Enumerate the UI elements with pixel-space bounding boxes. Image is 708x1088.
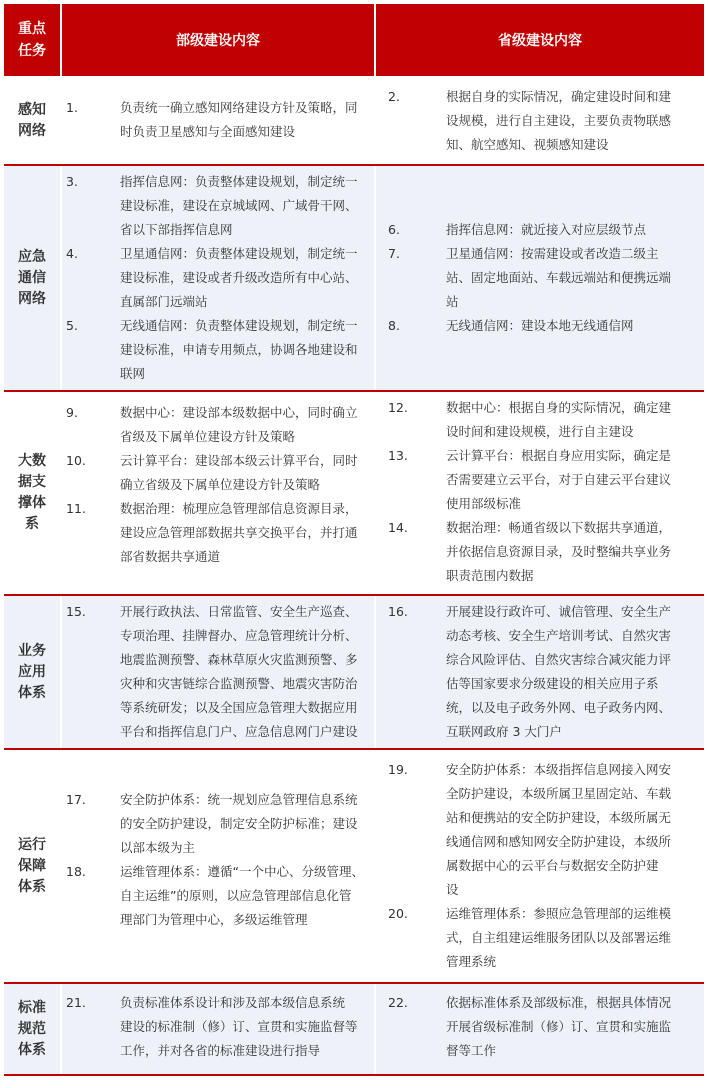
dept-cell [62,984,374,1074]
item-text-line: 开展建设行政许可、诚信管理、安全生产 [446,604,672,619]
item-number: 16. [388,604,408,619]
table-row [4,78,704,164]
item-text-line: 设时间和建设规模，进行自主建设 [446,424,634,439]
header-task: 重点任务 [4,4,60,76]
task-cell [4,392,60,594]
header-prov: 省级建设内容 [376,4,704,76]
item-number: 19. [388,762,408,777]
item-text-line: 运维管理体系：参照应急管理部的运维模 [446,906,672,921]
item-text-line: 全防护建设，本级所属卫星固定站、车载 [446,786,672,801]
dept-cell [62,750,374,982]
table-row [4,166,704,390]
task-cell [4,78,60,164]
item-text-line: 站、固定地面站、车载远端站和便携远端 [446,270,672,285]
task-label: 应急通信网络 [18,248,46,307]
item-text-line: 设规模，进行自主建设，主要负责物联感 [446,113,672,128]
task-label: 感知网络 [18,102,46,139]
item-text-line: 自主运维”的原则，以应急管理部信息化管 [120,888,352,903]
item-number: 5. [66,318,78,333]
item-text-line: 专项治理、挂牌督办、应急管理统计分析、 [120,628,358,643]
table-row [4,750,704,982]
item-text-line: 式，自主组建运维服务团队以及部署运维 [446,930,672,945]
item-number: 3. [66,174,78,189]
dept-cell [62,78,374,164]
item-text-line: 负责统一确立感知网络建设方针及策略，同 [120,100,358,115]
item-text-line: 数据中心：根据自身的实际情况，确定建 [446,400,672,415]
item-number: 2. [388,89,400,104]
item-text-line: 建设标准，申请专用频点，协调各地建设和 [120,342,358,357]
item-text-line: 无线通信网：建设本地无线通信网 [446,318,634,333]
item-number: 4. [66,246,78,261]
item-number: 12. [388,400,408,415]
item-text-line: 统，以及电子政务外网、电子政务内网、 [446,700,672,715]
dept-cell [62,392,374,594]
item-text-line: 云计算平台：建设部本级云计算平台，同时 [120,453,358,468]
item-text-line: 卫星通信网：按需建设或者改造二级主 [446,246,659,261]
task-label: 业务应用体系 [18,642,46,701]
prov-cell [376,984,704,1074]
item-text-line: 确立省级及下属单位建设方针及策略 [120,477,321,492]
item-text-line: 平台和指挥信息门户、应急信息网门户建设 [120,724,358,739]
row-divider [4,1074,704,1076]
item-text-line: 直属部门远端站 [120,294,208,309]
prov-cell [376,392,704,594]
item-text-line: 时负责卫星感知与全面感知建设 [120,124,296,139]
task-cell [4,984,60,1074]
item-text-line: 职责范围内数据 [446,568,534,583]
task-label: 标准规范体系 [18,999,46,1058]
item-text-line: 建设的标准制（修）订、宣贯和实施监督等 [120,1019,358,1034]
task-cell [4,166,60,390]
item-text-line: 数据治理：梳理应急管理部信息资源目录， [120,501,358,516]
item-text-line: 根据自身的实际情况，确定建设时间和建 [446,89,672,104]
item-text-line: 联网 [120,366,146,381]
task-label: 运行保障体系 [18,836,46,895]
item-text-line: 等系统研发；以及全国应急管理大数据应用 [120,700,358,715]
dept-cell [62,166,374,390]
item-text-line: 安全防护体系：本级指挥信息网接入网安 [446,762,672,777]
table-row [4,984,704,1074]
item-text-line: 数据治理：畅通省级以下数据共享通道， [446,520,672,535]
task-cell [4,750,60,982]
item-text-line: 开展行政执法、日常监管、安全生产巡查、 [120,604,358,619]
table-row [4,392,704,594]
item-text-line: 否需要建立云平台，对于自建云平台建议 [446,472,672,487]
item-text-line: 负责标准体系设计和涉及部本级信息系统 [120,995,346,1010]
item-text-line: 工作，并对各省的标准建设进行指导 [120,1043,321,1058]
task-label: 大数据支撑体系 [18,453,46,532]
item-text-line: 建设标准，建设在京城域网、广域骨干网、 [120,198,358,213]
prov-cell [376,78,704,164]
item-text-line: 属数据中心的云平台与数据安全防护建 [446,858,659,873]
item-text-line: 卫星通信网：负责整体建设规划，制定统一 [120,246,358,261]
item-text-line: 设 [446,882,459,897]
item-text-line: 估等国家要求分级建设的相关应用子系 [446,676,659,691]
item-text-line: 依据标准体系及部级标准，根据具体情况 [446,995,672,1010]
item-text-line: 以部本级为主 [120,840,196,855]
item-text-line: 使用部级标准 [446,496,522,511]
item-number: 10. [66,453,86,468]
item-text-line: 省以下部指挥信息网 [120,222,233,237]
item-number: 17. [66,792,86,807]
item-number: 6. [388,222,400,237]
item-number: 1. [66,100,78,115]
item-text-line: 建设标准，建设或者升级改造所有中心站、 [120,270,358,285]
item-text-line: 地震监测预警、森林草原火灾监测预警、多 [120,652,358,667]
item-text-line: 部省数据共享通道 [120,549,221,564]
item-text-line: 开展省级标准制（修）订、宣贯和实施监 [446,1019,672,1034]
item-text-line: 线通信网和感知网安全防护建设，本级所 [446,834,672,849]
task-cell [4,596,60,748]
item-text-line: 动态考核、安全生产培训考试、自然灾害 [446,628,672,643]
item-text-line: 综合风险评估、自然灾害综合减灾能力评 [446,652,672,667]
item-number: 21. [66,995,86,1010]
item-number: 8. [388,318,400,333]
item-number: 13. [388,448,408,463]
item-number: 11. [66,501,86,516]
prov-cell [376,596,704,748]
item-text-line: 云计算平台：根据自身应用实际，确定是 [446,448,672,463]
prov-cell [376,166,704,390]
item-text-line: 并依据信息资源目录，及时整编共享业务 [446,544,672,559]
item-number: 22. [388,995,408,1010]
item-number: 9. [66,405,78,420]
item-text-line: 灾种和灾害链综合监测预警、地震灾害防治 [120,676,358,691]
item-number: 18. [66,864,86,879]
item-number: 14. [388,520,408,535]
item-text-line: 省级及下属单位建设方针及策略 [120,429,296,444]
item-text-line: 知、航空感知、视频感知建设 [446,137,609,152]
item-number: 20. [388,906,408,921]
item-text-line: 指挥信息网：就近接入对应层级节点 [446,222,647,237]
item-text-line: 数据中心：建设部本级数据中心，同时确立 [120,405,358,420]
item-number: 7. [388,246,400,261]
item-text-line: 管理系统 [446,954,497,969]
header-dept: 部级建设内容 [62,4,374,76]
item-text-line: 督等工作 [446,1043,497,1058]
item-text-line: 无线通信网：负责整体建设规划，制定统一 [120,318,358,333]
item-text-line: 理部门为管理中心，多级运维管理 [120,912,308,927]
item-text-line: 站和便携站的安全防护建设，本级所属无 [446,810,672,825]
dept-cell [62,596,374,748]
item-text-line: 站 [446,294,459,309]
item-text-line: 建设应急管理部数据共享交换平台，并打通 [120,525,358,540]
item-text-line: 互联网政府 3 大门户 [446,724,562,739]
prov-cell [376,750,704,982]
item-text-line: 运维管理体系：遵循“一个中心、分级管理、 [120,864,364,879]
item-number: 15. [66,604,86,619]
item-text-line: 的安全防护建设，制定安全防护标准；建设 [120,816,358,831]
item-text-line: 安全防护体系：统一规划应急管理信息系统 [120,792,358,807]
table-row [4,596,704,748]
item-text-line: 指挥信息网：负责整体建设规划，制定统一 [120,174,358,189]
